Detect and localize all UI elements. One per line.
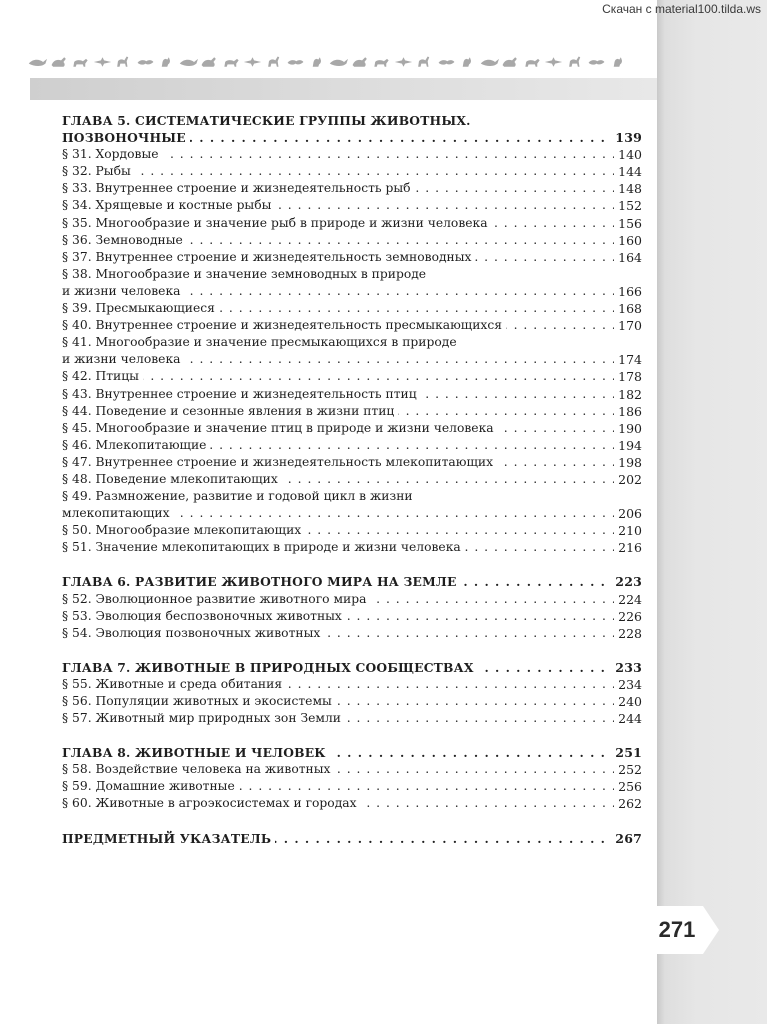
animal-silhouette-icon xyxy=(609,54,628,70)
page-ref: 164 xyxy=(614,249,642,266)
toc-entry[interactable] xyxy=(62,351,642,368)
page-ref: 224 xyxy=(614,591,642,608)
toc-entry[interactable] xyxy=(62,163,642,180)
chapter-title: ПОЗВОНОЧНЫЕ xyxy=(62,130,190,145)
toc-entry[interactable] xyxy=(62,386,642,403)
toc-entry-line[interactable] xyxy=(62,266,642,283)
page-ref: 182 xyxy=(614,386,642,403)
entry-title: § 54. Эволюция позвоночных животных xyxy=(62,626,324,640)
entry-title: § 36. Земноводные xyxy=(62,233,187,247)
animal-silhouette-icon xyxy=(351,54,370,70)
animal-silhouette-icon xyxy=(394,54,413,70)
toc-entry[interactable] xyxy=(62,591,642,608)
animal-silhouette-icon xyxy=(28,54,47,70)
entry-title: § 42. Птицы xyxy=(62,369,143,383)
entry-title: и жизни человека xyxy=(62,284,184,298)
animal-silhouette-icon xyxy=(566,54,585,70)
chapter-heading[interactable] xyxy=(62,129,642,146)
animal-silhouette-icon xyxy=(243,54,262,70)
toc-entry[interactable] xyxy=(62,146,642,163)
animal-silhouette-icon xyxy=(437,54,456,70)
entry-title: § 38. Многообразие и значение земноводных в природе xyxy=(62,267,430,281)
toc-entry[interactable] xyxy=(62,249,642,266)
toc-entry[interactable] xyxy=(62,368,642,385)
entry-title: § 47. Внутреннее строение и жизнедеятельность млекопитающих xyxy=(62,455,497,469)
page-number: 271 xyxy=(658,917,696,942)
entry-title: млекопитающих xyxy=(62,506,174,520)
chapter-heading[interactable] xyxy=(62,744,642,761)
entry-title: и жизни человека xyxy=(62,352,184,366)
toc-entry[interactable] xyxy=(62,778,642,795)
animal-silhouette-icon xyxy=(114,54,133,70)
entry-title: § 55. Животные и среда обитания xyxy=(62,677,286,691)
entry-title: § 31. Хордовые xyxy=(62,147,163,161)
page-ref: 194 xyxy=(614,437,642,454)
animal-silhouette-icon xyxy=(157,54,176,70)
entry-title: § 35. Многообразие и значение рыб в природе и жизни человека xyxy=(62,216,492,230)
header-bar xyxy=(30,78,657,100)
toc-entry[interactable] xyxy=(62,215,642,232)
page-ref: 198 xyxy=(614,454,642,471)
page-ref: 166 xyxy=(614,283,642,300)
toc-entry[interactable] xyxy=(62,625,642,642)
page-ref: 216 xyxy=(614,539,642,556)
toc-entry[interactable] xyxy=(62,761,642,778)
animal-silhouette-icon xyxy=(286,54,305,70)
page-ref: 251 xyxy=(611,744,642,761)
page-ref: 267 xyxy=(611,830,642,847)
page-ref: 228 xyxy=(614,625,642,642)
table-of-contents xyxy=(62,112,642,847)
page-ref: 206 xyxy=(614,505,642,522)
toc-entry[interactable] xyxy=(62,505,642,522)
page-ref: 140 xyxy=(614,146,642,163)
animal-silhouette-icon xyxy=(544,54,563,70)
toc-entry[interactable] xyxy=(62,522,642,539)
entry-title: § 48. Поведение млекопитающих xyxy=(62,472,282,486)
page-ref: 186 xyxy=(614,403,642,420)
animal-silhouette-icon xyxy=(501,54,520,70)
page-ref: 252 xyxy=(614,761,642,778)
entry-title: § 37. Внутреннее строение и жизнедеятельность земноводных xyxy=(62,250,475,264)
page-ref: 210 xyxy=(614,522,642,539)
chapter-title: ГЛАВА 6. РАЗВИТИЕ ЖИВОТНОГО МИРА НА ЗЕМЛЕ xyxy=(62,574,461,589)
index-title: ПРЕДМЕТНЫЙ УКАЗАТЕЛЬ xyxy=(62,831,275,846)
animal-silhouette-icon xyxy=(329,54,348,70)
animal-silhouette-icon xyxy=(480,54,499,70)
toc-entry[interactable] xyxy=(62,317,642,334)
chapter-title: ГЛАВА 5. СИСТЕМАТИЧЕСКИЕ ГРУППЫ ЖИВОТНЫХ. xyxy=(62,113,475,128)
chapter-title: ГЛАВА 8. ЖИВОТНЫЕ И ЧЕЛОВЕК xyxy=(62,745,330,760)
watermark: Скачан с material100.tilda.ws xyxy=(602,2,761,16)
toc-entry[interactable] xyxy=(62,420,642,437)
page-ref: 244 xyxy=(614,710,642,727)
entry-title: § 53. Эволюция беспозвоночных животных xyxy=(62,609,346,623)
animal-silhouette-icon xyxy=(93,54,112,70)
entry-title: § 52. Эволюционное развитие животного мира xyxy=(62,592,370,606)
entry-title: § 57. Животный мир природных зон Земли xyxy=(62,711,345,725)
toc-entry-line[interactable] xyxy=(62,334,642,351)
entry-title: § 41. Многообразие и значение пресмыкающихся в природе xyxy=(62,335,461,349)
page-ref: 256 xyxy=(614,778,642,795)
toc-entry[interactable] xyxy=(62,232,642,249)
page-ref: 190 xyxy=(614,420,642,437)
entry-title: § 34. Хрящевые и костные рыбы xyxy=(62,198,275,212)
animal-silhouette-icon xyxy=(222,54,241,70)
animal-silhouette-icon xyxy=(372,54,391,70)
animal-silhouette-icon xyxy=(136,54,155,70)
chapter-title: ГЛАВА 7. ЖИВОТНЫЕ В ПРИРОДНЫХ СООБЩЕСТВАХ xyxy=(62,660,478,675)
toc-entry[interactable] xyxy=(62,454,642,471)
animal-silhouette-icon xyxy=(265,54,284,70)
page-ref: 178 xyxy=(614,368,642,385)
page-ref: 240 xyxy=(614,693,642,710)
animal-silhouette-icon xyxy=(587,54,606,70)
page-ref: 144 xyxy=(614,163,642,180)
animal-silhouette-icon xyxy=(50,54,69,70)
page-ref: 152 xyxy=(614,197,642,214)
entry-title: § 39. Пресмыкающиеся xyxy=(62,301,219,315)
animal-silhouette-icon xyxy=(179,54,198,70)
animal-silhouette-strip xyxy=(28,52,628,72)
entry-title: § 51. Значение млекопитающих в природе и жизни человека xyxy=(62,540,465,554)
animal-silhouette-icon xyxy=(415,54,434,70)
entry-title: § 60. Животные в агроэкосистемах и городах xyxy=(62,796,361,810)
page-ref: 160 xyxy=(614,232,642,249)
entry-title: § 44. Поведение и сезонные явления в жизни птиц xyxy=(62,404,398,418)
page-ref: 174 xyxy=(614,351,642,368)
entry-title: § 46. Млекопитающие xyxy=(62,438,210,452)
entry-title: § 40. Внутреннее строение и жизнедеятельность пресмыкающихся xyxy=(62,318,506,332)
animal-silhouette-icon xyxy=(458,54,477,70)
animal-silhouette-icon xyxy=(71,54,90,70)
page-ref: 156 xyxy=(614,215,642,232)
page-ref: 139 xyxy=(611,129,642,146)
entry-title: § 50. Многообразие млекопитающих xyxy=(62,523,305,537)
entry-title: § 58. Воздействие человека на животных xyxy=(62,762,334,776)
index-heading[interactable] xyxy=(62,830,642,847)
toc-entry[interactable] xyxy=(62,471,642,488)
toc-entry[interactable] xyxy=(62,283,642,300)
chapter-heading[interactable] xyxy=(62,659,642,676)
toc-entry[interactable] xyxy=(62,693,642,710)
entry-title: § 32. Рыбы xyxy=(62,164,135,178)
toc-entry[interactable] xyxy=(62,403,642,420)
toc-entry[interactable] xyxy=(62,795,642,812)
entry-title: § 33. Внутреннее строение и жизнедеятельность рыб xyxy=(62,181,415,195)
entry-title: § 56. Популяции животных и экосистемы xyxy=(62,694,336,708)
animal-silhouette-icon xyxy=(200,54,219,70)
animal-silhouette-icon xyxy=(523,54,542,70)
chapter-heading xyxy=(62,112,642,129)
page-ref: 168 xyxy=(614,300,642,317)
page-ref: 223 xyxy=(611,573,642,590)
entry-title: § 43. Внутреннее строение и жизнедеятельность птиц xyxy=(62,387,421,401)
page-number-tab xyxy=(649,906,719,954)
toc-entry[interactable] xyxy=(62,608,642,625)
page-ref: 233 xyxy=(611,659,642,676)
toc-entry[interactable] xyxy=(62,710,642,727)
toc-entry[interactable] xyxy=(62,676,642,693)
page-ref: 226 xyxy=(614,608,642,625)
toc-entry[interactable] xyxy=(62,180,642,197)
toc-entry[interactable] xyxy=(62,197,642,214)
toc-entry[interactable] xyxy=(62,539,642,556)
page-ref: 234 xyxy=(614,676,642,693)
chapter-heading[interactable] xyxy=(62,573,642,590)
toc-entry[interactable] xyxy=(62,437,642,454)
entry-title: § 45. Многообразие и значение птиц в природе и жизни человека xyxy=(62,421,498,435)
page-ref: 170 xyxy=(614,317,642,334)
entry-title: § 59. Домашние животные xyxy=(62,779,239,793)
page-ref: 262 xyxy=(614,795,642,812)
page-edge-shadow xyxy=(657,0,767,1024)
page-ref: 148 xyxy=(614,180,642,197)
page-ref: 202 xyxy=(614,471,642,488)
animal-silhouette-icon xyxy=(308,54,327,70)
toc-entry[interactable] xyxy=(62,300,642,317)
entry-title: § 49. Размножение, развитие и годовой цикл в жизни xyxy=(62,489,417,503)
toc-entry-line[interactable] xyxy=(62,488,642,505)
